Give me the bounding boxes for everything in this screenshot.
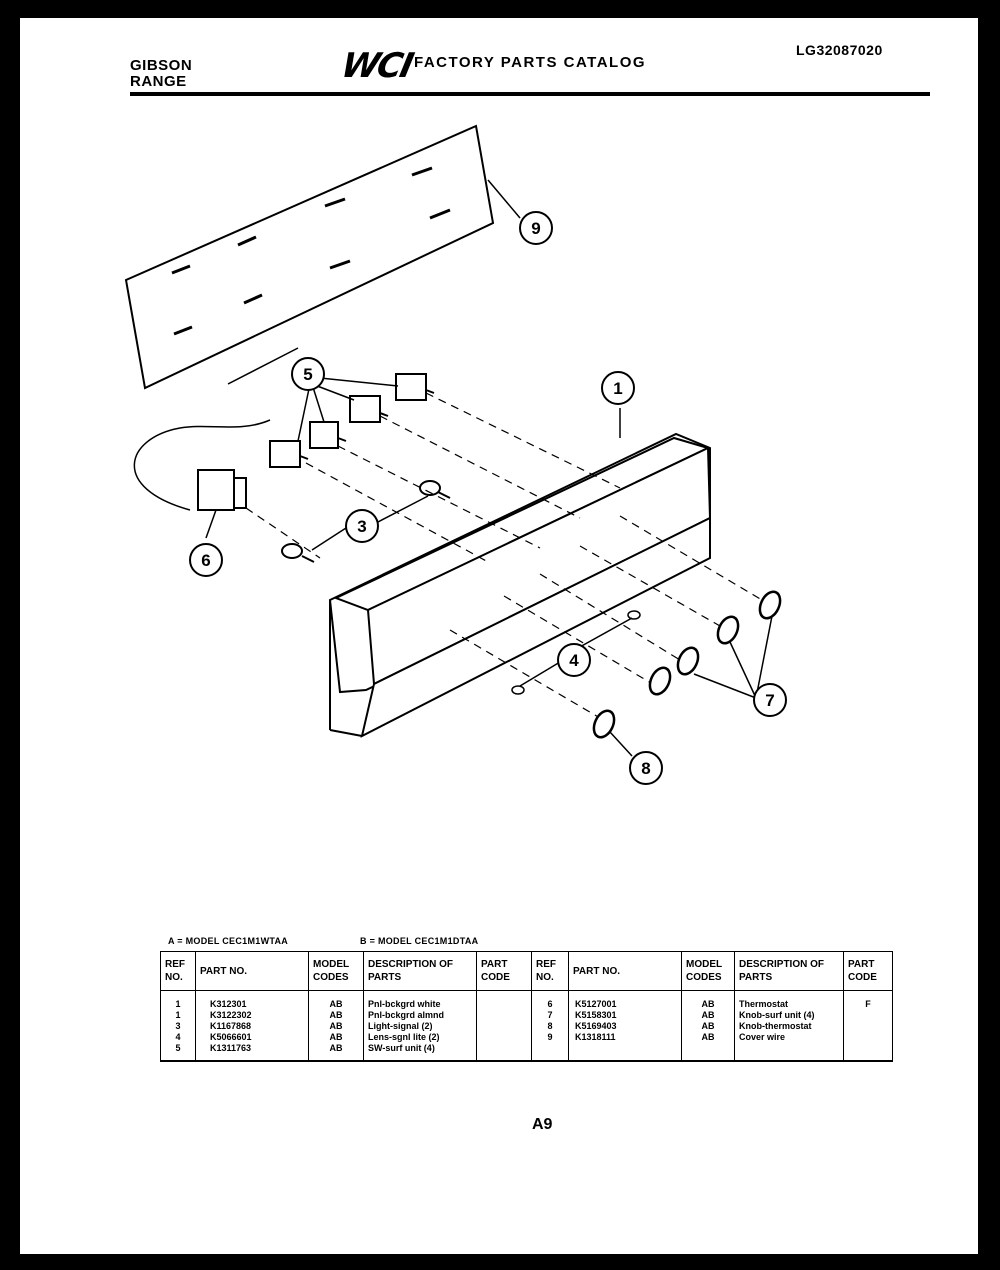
table-cell: Knob-surf unit (4) <box>739 1010 815 1020</box>
table-cell: Thermostat <box>739 999 789 1009</box>
table-cell: AB <box>701 999 715 1009</box>
table-cell: 9 <box>547 1032 553 1042</box>
table-cell: 1 <box>175 1010 181 1020</box>
col-ref-no: REF NO. <box>161 952 196 991</box>
cover-panel <box>126 126 493 388</box>
table-cell: K1311763 <box>210 1043 252 1053</box>
table-cell: K5066601 <box>210 1032 252 1042</box>
table-cell: K5169403 <box>575 1021 617 1031</box>
table-cell: AB <box>329 1032 343 1042</box>
callout-3-label: 3 <box>357 517 367 536</box>
table-cell: 7 <box>547 1010 553 1020</box>
brand-name: GIBSON <box>130 57 193 74</box>
table-cell: 4 <box>175 1032 181 1042</box>
table-cell: AB <box>329 999 343 1009</box>
callout-9-label: 9 <box>531 219 541 238</box>
callout-5-label: 5 <box>303 365 313 384</box>
document-number: LG32087020 <box>796 42 883 58</box>
product-type: RANGE <box>130 73 187 90</box>
page-label: A9 <box>532 1116 553 1133</box>
table-cell: 8 <box>547 1021 553 1031</box>
table-cell: 6 <box>547 999 553 1009</box>
thermostat <box>198 470 234 510</box>
model-a-label: A = MODEL CEC1M1WTAA <box>168 936 289 946</box>
table-cell: 3 <box>175 1021 181 1031</box>
table-cell: K1318111 <box>575 1032 616 1042</box>
col-part-code: PART CODE <box>477 952 532 991</box>
table-cell: 1 <box>175 999 181 1009</box>
table-cell: K5127001 <box>575 999 617 1009</box>
model-b-label: B = MODEL CEC1M1DTAA <box>360 936 479 946</box>
parts-table-header <box>161 952 893 991</box>
col-description: DESCRIPTION OF PARTS <box>364 952 477 991</box>
table-cell: Light-signal (2) <box>368 1021 433 1031</box>
catalog-title: FACTORY PARTS CATALOG <box>414 54 647 71</box>
parts-table-body <box>161 991 893 1062</box>
table-cell: AB <box>329 1010 343 1020</box>
table-cell: 5 <box>175 1043 181 1053</box>
table-cell: AB <box>329 1021 343 1031</box>
table-cell: K5158301 <box>575 1010 617 1020</box>
col-model-codes: MODEL CODES <box>309 952 364 991</box>
table-cell: AB <box>329 1043 343 1053</box>
col-part-no: PART NO. <box>196 952 309 991</box>
table-cell: AB <box>701 1010 715 1020</box>
col-part-code-2: PART CODE <box>844 952 893 991</box>
table-cell: Knob-thermostat <box>739 1021 812 1031</box>
table-cell: K1167868 <box>210 1021 252 1031</box>
exploded-parts-diagram <box>20 18 978 918</box>
table-cell: AB <box>701 1032 715 1042</box>
table-cell: Cover wire <box>739 1032 786 1042</box>
col-description-2: DESCRIPTION OF PARTS <box>735 952 844 991</box>
table-cell: Pnl-bckgrd white <box>368 999 441 1009</box>
callout-8-label: 8 <box>641 759 651 778</box>
table-cell: Pnl-bckgrd almnd <box>368 1010 445 1020</box>
col-part-no-2: PART NO. <box>569 952 682 991</box>
callout-1-label: 1 <box>613 379 623 398</box>
col-model-codes-2: MODEL CODES <box>682 952 735 991</box>
table-cell: SW-surf unit (4) <box>368 1043 435 1053</box>
callout-4-label: 4 <box>569 651 579 670</box>
table-cell: AB <box>701 1021 715 1031</box>
catalog-page <box>20 18 978 1254</box>
wci-logo: WCI <box>337 46 416 86</box>
table-cell: F <box>865 999 871 1009</box>
col-ref-no-2: REF NO. <box>532 952 569 991</box>
table-cell: Lens-sgnl lite (2) <box>368 1032 440 1042</box>
parts-table <box>160 951 893 1062</box>
callout-6-label: 6 <box>201 551 211 570</box>
table-cell: K3122302 <box>210 1010 252 1020</box>
table-cell: K312301 <box>210 999 247 1009</box>
callout-7-label: 7 <box>765 691 775 710</box>
